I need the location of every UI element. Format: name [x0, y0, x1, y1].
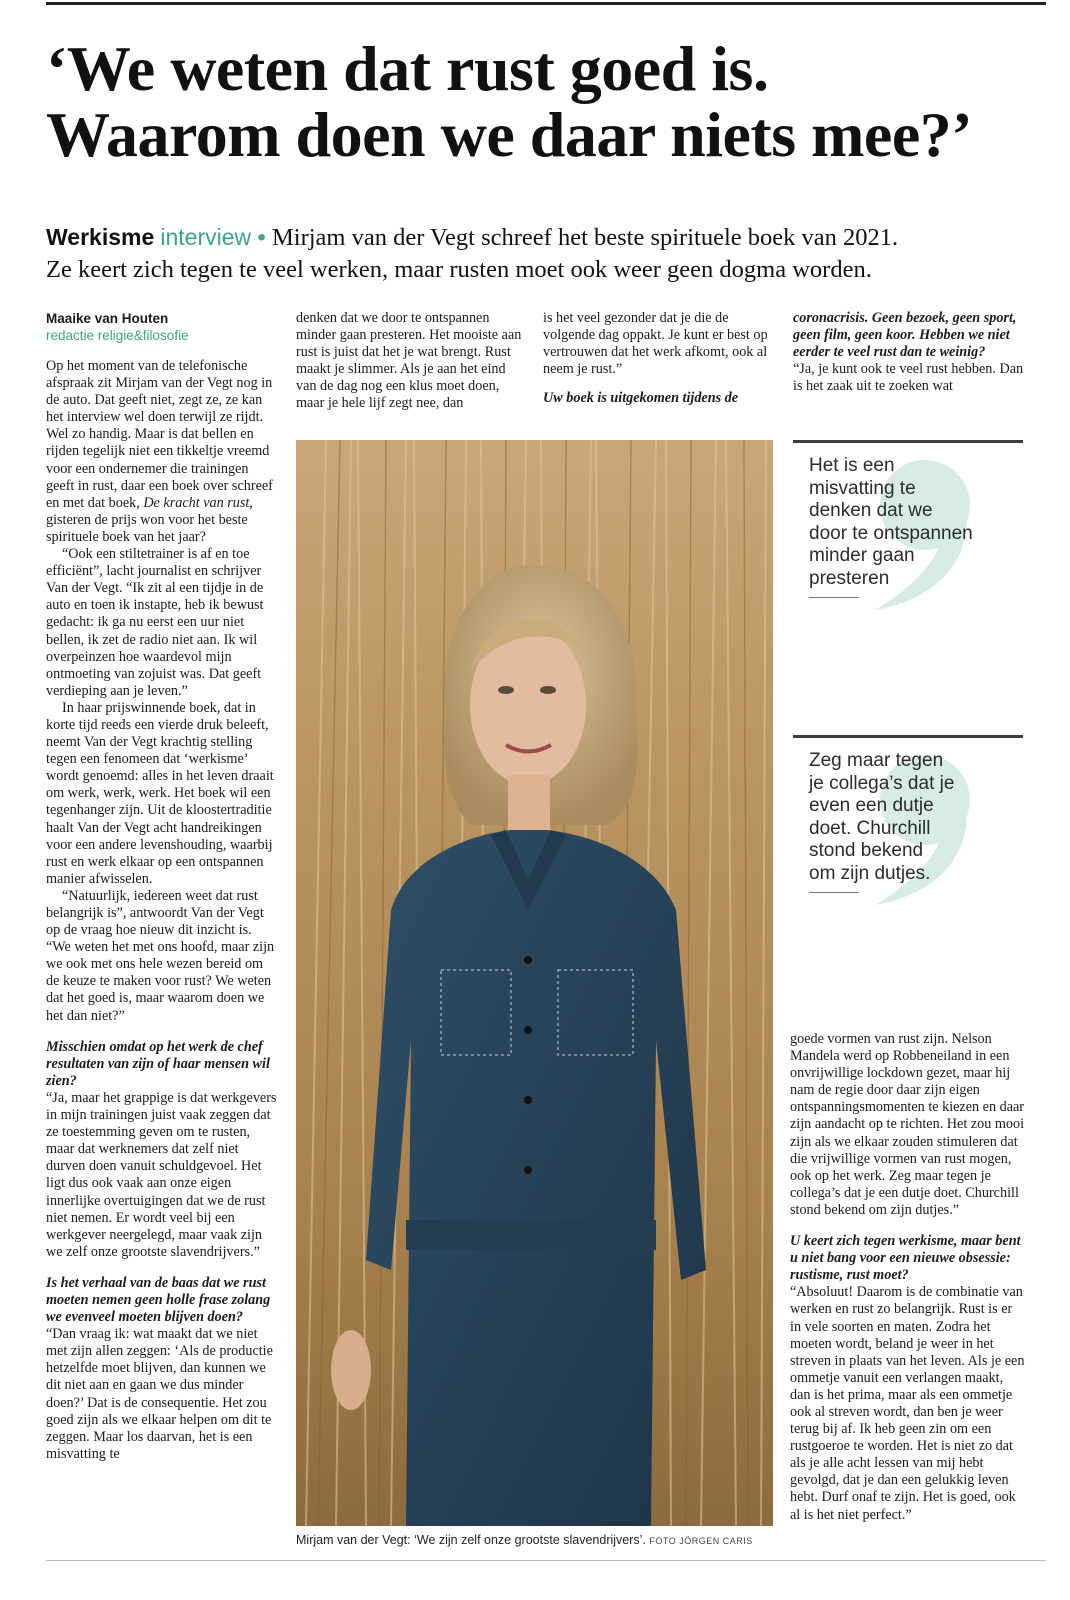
author-name: Maaike van Houten	[46, 311, 169, 326]
portrait-illustration	[296, 440, 773, 1526]
paragraph: denken dat we door te ontspannen minder gaan presteren. Het mooiste aan rust is juist dat het je wat brengt. Rust maakt je slimmer. Als je aan het eind van de dag nog een klus moet doen, maar je hele lijf zegt nee, dan	[296, 310, 522, 412]
pull-quote-line: door te ontspannen	[809, 522, 973, 544]
bullet-separator: •	[257, 224, 266, 251]
pull-quote-text	[793, 443, 1023, 591]
pull-quote-line: even een dutje	[809, 795, 934, 817]
headline-line-2: Waarom doen we daar niets mee?’	[46, 99, 973, 170]
interview-question: Uw boek is uitgekomen tijdens de	[543, 390, 739, 407]
pull-quote-underline	[809, 597, 859, 598]
top-rule	[46, 2, 1046, 5]
pull-quote-line: Het is een	[809, 455, 895, 476]
paragraph: In haar prijswinnende boek, dat in korte tijd reeds een vierde druk beleeft, neemt Van der Vegt krachtig stelling tegen een fenomeen dat ‘werkisme’ wordt genoemd: alles in het leven draait om werk, werk, werk. Het boek wil een tegenhanger zijn. Uit de kloostertraditie haalt Van der Vegt acht handreikingen voor een andere levenshouding, waarbij rust en werk elkaar op een ontspannen manier afwisselen.	[46, 699, 274, 887]
interview-question: coronacrisis. Geen bezoek, geen sport, geen film, geen koor. Hebben we niet eerder te veel rust dan te weinig?	[793, 310, 1017, 361]
rubric-label: Werkisme	[46, 224, 155, 250]
interview-question: U keert zich tegen werkisme, maar bent u niet bang voor een nieuwe obsessie: rustisme, rust moet?	[790, 1233, 1021, 1284]
headline	[46, 33, 1056, 170]
interview-answer: “Absoluut! Daarom is de combinatie van werken en rust zo belangrijk. Rust is er in vele soorten en maten. Zodra het moeten wordt, beland je weer in het streven in plaats van het leven. Als je een ommetje vanuit een verlangen maakt, dan is het prima, maar als een ommetje ook al streven wordt, dan ben je weer terug bij af. Ik heb geen zin om een rustgoeroe te worden. Het is niet zo dat als je alle acht lessen van mij hebt gevolgd, dat je dan een gelukkig leven hebt. Durf onaf te zijn. Het is goed, ook al is het niet perfect.”	[790, 1284, 1025, 1523]
kicker	[46, 221, 1056, 286]
headline-line-1: ‘We weten dat rust goed is.	[46, 33, 769, 104]
bottom-rule	[46, 1560, 1046, 1561]
column-1	[46, 310, 278, 1463]
pull-quote-line: misvatting te	[809, 477, 916, 499]
photo-credit: FOTO JÖRGEN CARIS	[649, 1536, 753, 1546]
pull-quote-line: denken dat we	[809, 500, 933, 522]
interview-answer: “Ja, maar het grappige is dat werkgevers in mijn trainingen juist vaak zeggen dat ze toestemming geven om te rusten, maar dat werknemers dat zelf niet durven doen vanuit schuldgevoel. Het ligt dus ook vaak aan onze eigen innerlijke overtuigingen dat we de rust niet nemen. Er wordt veel bij een werkgever neergelegd, maar vaak zijn we zelf onze grootste slavendrijvers.”	[46, 1089, 277, 1260]
pull-quote-1	[793, 440, 1023, 640]
paragraph: is het veel gezonder dat je die de volgende dag oppakt. Je kunt er best op vertrouwen dat het werk afkomt, ook al neem je rust.”	[543, 310, 768, 378]
paragraph-text: gisteren de prijs won voor het beste spirituele boek van het jaar?	[46, 511, 248, 545]
pull-quote-underline	[809, 892, 859, 893]
pull-quote-line: om zijn dutjes.	[809, 862, 931, 884]
column-3-top	[543, 310, 775, 407]
paragraph	[46, 358, 278, 546]
interview-question: Misschien omdat op het werk de chef resultaten van zijn of haar mensen wil zien?	[46, 1038, 270, 1089]
paragraph: “Natuurlijk, iedereen weet dat rust belangrijk is”, antwoordt Van der Vegt op de vraag hoe nieuw dit inzicht is. “We weten het met ons hoofd, maar zijn we ook met ons hele wezen bereid om de keuze te maken voor rust? We weten dat het goed is, maar waarom doen we het dan niet?”	[46, 887, 275, 1024]
pull-quote-2	[793, 735, 1023, 935]
column-4-top	[793, 310, 1025, 395]
author-desk: redactie religie&filosofie	[46, 328, 189, 343]
kicker-line-1	[46, 221, 1056, 254]
paragraph: “Ook een stiltetrainer is af en toe efficiënt”, lacht journalist en schrijver Van der Vegt. “Ik zit al een tijdje in de auto en toen ik instapte, heb ik bewust gedacht: ik ga nu eerst een uur niet bellen, ik zet de radio niet aan. Ik wil overpeinzen hoe waardevol mijn ontmoeting van zojuist was. Dat geeft verdieping aan je leven.”	[46, 546, 264, 699]
pull-quote-line: doet. Churchill	[809, 817, 931, 839]
column-4-bottom	[790, 1031, 1026, 1524]
book-title: De kracht van rust,	[143, 494, 253, 511]
interview-question: Is het verhaal van de baas dat we rust moeten nemen geen holle frase zolang we evenveel moeten blijven doen?	[46, 1274, 271, 1326]
column-2-top	[296, 310, 528, 413]
byline	[46, 310, 278, 344]
paragraph-text: Op het moment van de telefonische afspraak zit Mirjam van der Vegt nog in de auto. Dat geeft niet, zegt ze, ze kan het interview wel doen terwijl ze rijdt. Wel zo handig. Maar is dat bellen en rijden tegelijk niet een tikkeltje vreemd voor een ondernemer die trainingen geeft in rust, daar een boek over schreef en met dat boek,	[46, 358, 273, 511]
pull-quote-line: presteren	[809, 567, 890, 589]
interview-answer: “Ja, je kunt ook te veel rust hebben. Dan is het zaak uit te zoeken wat	[793, 361, 1024, 395]
interview-answer: “Dan vraag ik: wat maakt dat we niet met zijn allen zeggen: ‘Als de productie hetzelfde moet blijven, dan kunnen we dit niet aan en gaan we dus minder doen?’ Dat is de consequentie. Het zou goed zijn als we elkaar helpen om dit te zeggen. Maar los daarvan, het is een misvatting te	[46, 1326, 273, 1462]
pull-quote-line: je collega’s dat je	[809, 772, 955, 794]
portrait-photo	[296, 440, 773, 1526]
photo-caption	[296, 1533, 776, 1547]
article-type-label: interview	[160, 224, 252, 250]
pull-quote-line: minder gaan	[809, 545, 915, 567]
pull-quote-text	[793, 738, 1023, 886]
kicker-text-1: Mirjam van der Vegt schreef het beste spirituele boek van 2021.	[271, 224, 899, 251]
pull-quote-line: stond bekend	[809, 840, 924, 862]
kicker-line-2: Ze keert zich tegen te veel werken, maar rusten moet ook weer geen dogma worden.	[46, 256, 872, 283]
interview-answer: goede vormen van rust zijn. Nelson Mandela werd op Robbeneiland in een onvrijwillige lockdown gezet, maar hij nam de regie door daar zijn eigen ontspanningsmomenten te kiezen en daar zijn aandacht op te richten. Het zou mooi zijn als we elkaar zouden stimuleren dat die vrijwillige vormen van rust mogen, ook op het werk. Zeg maar tegen je collega’s dat je een dutje doet. Churchill stond bekend om zijn dutjes.”	[790, 1031, 1025, 1218]
caption-text: Mirjam van der Vegt: ‘We zijn zelf onze grootste slavendrijvers’.	[296, 1533, 646, 1547]
pull-quote-line: Zeg maar tegen	[809, 750, 944, 771]
